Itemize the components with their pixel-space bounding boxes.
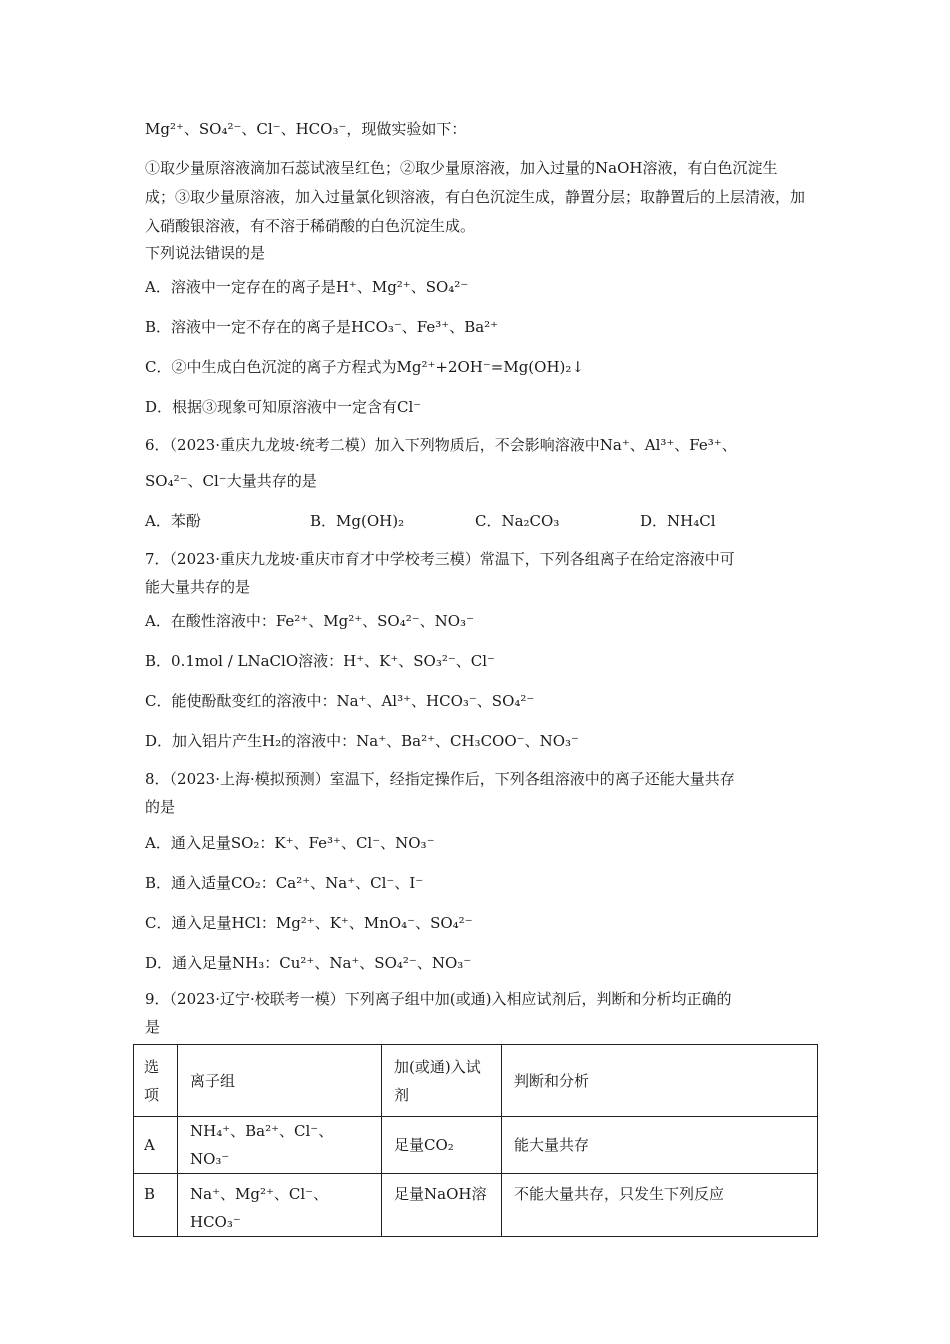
q8-option-b: B．通入适量CO₂：Ca²⁺、Na⁺、Cl⁻、I⁻ [145,874,424,892]
q8-stem-line1: 8．（2023·上海·模拟预测）室温下，经指定操作后，下列各组溶液中的离子还能大量共存 [145,770,735,788]
table-header-option: 选项 [134,1045,178,1117]
table-row [134,1174,818,1237]
q9-stem-line1: 9．（2023·辽宁·校联考一模）下列离子组中加(或通)入相应试剂后，判断和分析均正确的 [145,990,732,1008]
table-cell-reagent: 足量CO₂ [382,1117,502,1174]
q5-option-a: A．溶液中一定存在的离子是H⁺、Mg²⁺、SO₄²⁻ [145,278,469,296]
q6-option-c: C．Na₂CO₃ [475,512,560,530]
table-cell-analysis: 不能大量共存，只发生下列反应 [502,1174,818,1237]
table-header-row [134,1045,818,1117]
q5-option-b: B．溶液中一定不存在的离子是HCO₃⁻、Fe³⁺、Ba²⁺ [145,318,499,336]
table-cell-reagent: 足量NaOH溶 [382,1174,502,1237]
table-cell-ions: NH₄⁺、Ba²⁺、Cl⁻、NO₃⁻ [178,1117,382,1174]
q6-option-a: A．苯酚 [145,512,201,530]
q5-stem: 下列说法错误的是 [145,244,266,262]
table-header-ions: 离子组 [178,1045,382,1117]
table-header-reagent: 加(或通)入试剂 [382,1045,502,1117]
table-cell-option: B [134,1174,178,1237]
q5-experiments: ①取少量原溶液滴加石蕊试液呈红色；②取少量原溶液，加入过量的NaOH溶液，有白色沉淀生成；③取少量原溶液，加入过量氯化钡溶液，有白色沉淀生成，静置分层；取静置后的上层清液，加入硝酸银溶液，有不溶于稀硝酸的白色沉淀生成。 [145,159,806,235]
q6-stem-line2: SO₄²⁻、Cl⁻大量共存的是 [145,472,317,490]
table-row [134,1117,818,1174]
q5-ions-line: Mg²⁺、SO₄²⁻、Cl⁻、HCO₃⁻，现做实验如下： [145,120,467,138]
q6-stem-line1: 6．（2023·重庆九龙坡·统考二模）加入下列物质后，不会影响溶液中Na⁺、Al³⁺、Fe³⁺、 [145,436,737,454]
q7-option-d: D．加入铝片产生H₂的溶液中：Na⁺、Ba²⁺、CH₃COO⁻、NO₃⁻ [145,732,579,750]
q7-option-b: B．0.1mol / LNaClO溶液：H⁺、K⁺、SO₃²⁻、Cl⁻ [145,652,495,670]
table-cell-option: A [134,1117,178,1174]
table-cell-analysis: 能大量共存 [502,1117,818,1174]
q5-option-c: C．②中生成白色沉淀的离子方程式为Mg²⁺+2OH⁻=Mg(OH)₂↓ [145,358,584,376]
q9-stem-line2: 是 [145,1018,161,1036]
table-cell-ions: Na⁺、Mg²⁺、Cl⁻、HCO₃⁻ [178,1174,382,1237]
q8-option-d: D．通入足量NH₃：Cu²⁺、Na⁺、SO₄²⁻、NO₃⁻ [145,954,472,972]
q6-option-b: B．Mg(OH)₂ [310,512,405,530]
q8-stem-line2: 的是 [145,798,176,816]
q7-stem-line2: 能大量共存的是 [145,578,251,596]
q9-table [133,1044,818,1237]
table-header-analysis: 判断和分析 [502,1045,818,1117]
q7-option-a: A．在酸性溶液中：Fe²⁺、Mg²⁺、SO₄²⁻、NO₃⁻ [145,612,474,630]
q8-option-c: C．通入足量HCl：Mg²⁺、K⁺、MnO₄⁻、SO₄²⁻ [145,914,473,932]
q5-option-d: D．根据③现象可知原溶液中一定含有Cl⁻ [145,398,422,416]
q8-option-a: A．通入足量SO₂：K⁺、Fe³⁺、Cl⁻、NO₃⁻ [145,834,435,852]
q7-option-c: C．能使酚酞变红的溶液中：Na⁺、Al³⁺、HCO₃⁻、SO₄²⁻ [145,692,535,710]
q6-option-d: D．NH₄Cl [640,512,716,530]
q7-stem-line1: 7．（2023·重庆九龙坡·重庆市育才中学校考三模）常温下，下列各组离子在给定溶液中可 [145,550,735,568]
